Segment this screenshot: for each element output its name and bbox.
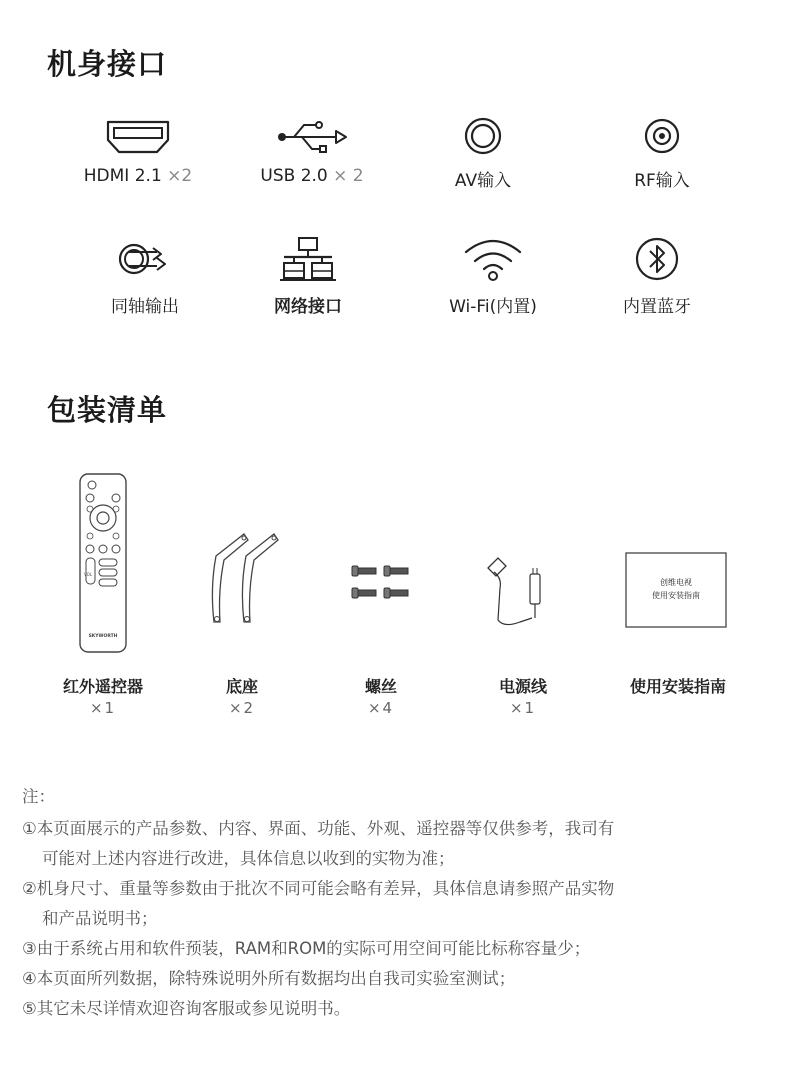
usb-icon	[274, 116, 350, 156]
remote-brand-label: SKYWORTH	[88, 634, 118, 639]
port-label: AV输入	[454, 171, 512, 191]
package-item: 使用安装指南	[629, 677, 726, 696]
note-line: 和产品说明书；	[42, 909, 158, 928]
port-label: Wi-Fi(内置)	[449, 297, 537, 317]
network-port-icon	[278, 236, 338, 282]
package-item: 电源线 ×1	[498, 677, 547, 717]
rf-input-icon	[640, 116, 684, 156]
manual-icon	[625, 552, 727, 628]
stand-feet-icon	[204, 530, 280, 630]
screws-icon	[350, 562, 412, 604]
notes-title: 注：	[22, 787, 55, 806]
hdmi-port-icon	[103, 116, 173, 156]
port-label: 同轴输出	[111, 297, 179, 317]
note-line: ④本页面所列数据，除特殊说明外所有数据均出自我司实验室测试；	[22, 969, 516, 988]
port-bluetooth	[572, 236, 742, 317]
port-label: 网络接口	[274, 297, 342, 317]
port-coaxial-output	[60, 236, 230, 317]
note-line: ①本页面展示的产品参数、内容、界面、功能、外观、遥控器等仅供参考，我司有	[22, 819, 615, 838]
package-item: 红外遥控器 ×1	[62, 677, 143, 717]
package-item: 螺丝 ×4	[364, 677, 397, 717]
package-item: 底座 ×2	[225, 677, 258, 717]
bluetooth-icon	[633, 236, 681, 282]
remote-vol-label: VOL	[84, 572, 93, 577]
power-cable-icon	[484, 548, 548, 628]
port-network	[223, 236, 393, 317]
coaxial-output-icon	[113, 236, 177, 282]
note-line: 可能对上述内容进行改进，具体信息以收到的实物为准；	[42, 849, 455, 868]
port-label: RF输入	[634, 171, 690, 191]
remote-control-icon	[78, 472, 128, 654]
package-section-title: 包装清单	[47, 393, 168, 427]
port-usb	[227, 116, 397, 186]
notes-block	[22, 782, 772, 1024]
manual-cover-line1: 创维电视	[660, 578, 692, 587]
port-label: USB 2.0 × 2	[260, 166, 364, 186]
port-wifi	[408, 236, 578, 317]
note-line: ②机身尺寸、重量等参数由于批次不同可能会略有差异，具体信息请参照产品实物	[22, 879, 615, 898]
note-line: ⑤其它未尽详情欢迎咨询客服或参见说明书。	[22, 999, 351, 1018]
port-hdmi	[53, 116, 223, 186]
port-label: HDMI 2.1 ×2	[83, 166, 193, 186]
manual-cover-line2: 使用安装指南	[652, 591, 700, 600]
wifi-icon	[462, 236, 524, 282]
port-av-input	[398, 116, 568, 191]
note-line: ③由于系统占用和软件预装，RAM和ROM的实际可用空间可能比标称容量少；	[22, 939, 591, 958]
ports-section-title: 机身接口	[47, 47, 168, 81]
port-label: 内置蓝牙	[623, 297, 691, 317]
port-rf-input	[577, 116, 747, 191]
av-input-icon	[461, 116, 505, 156]
